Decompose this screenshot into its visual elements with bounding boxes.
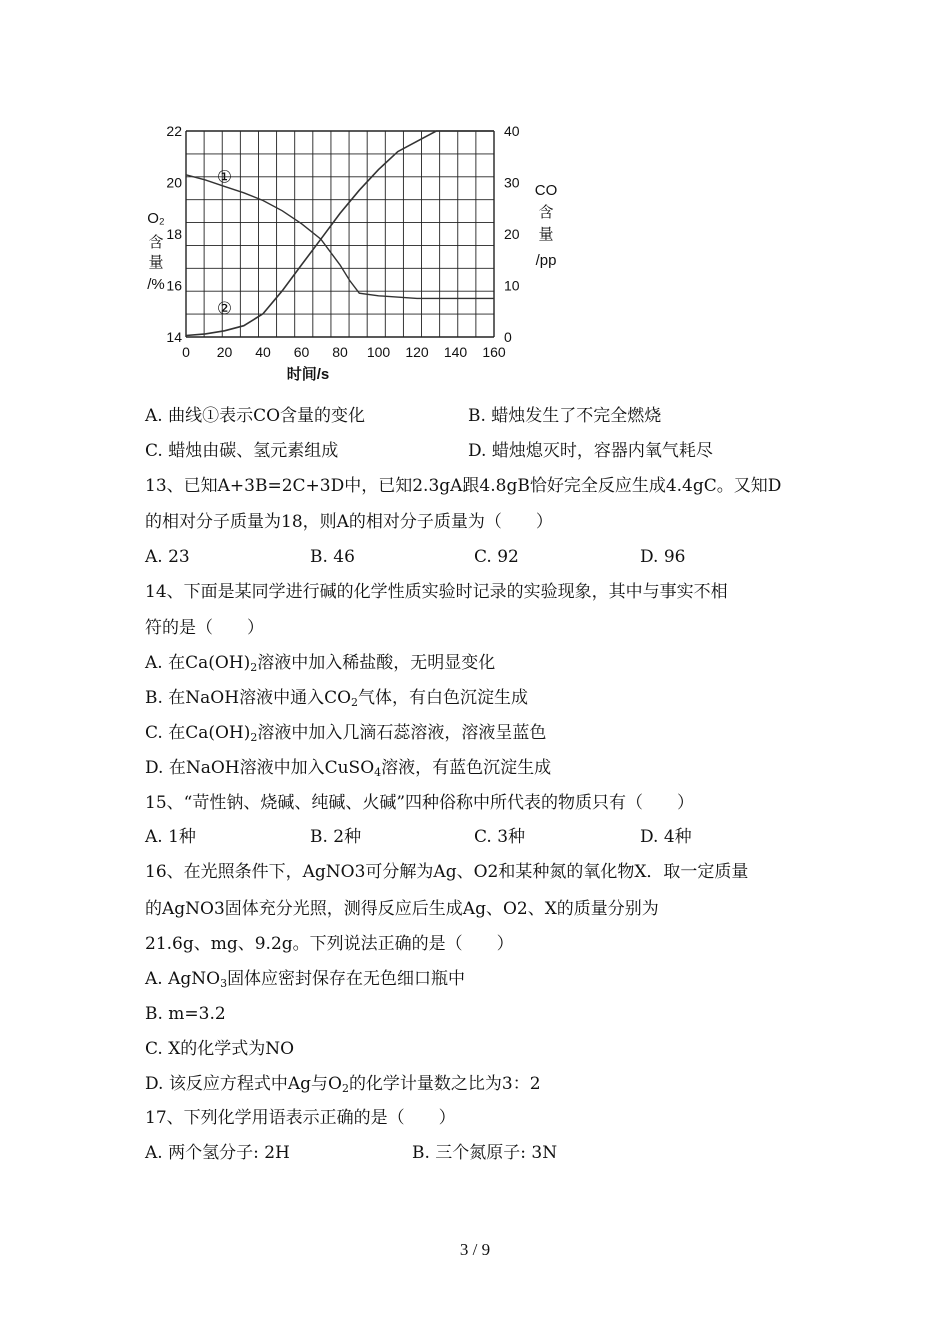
q15-option-a: A. 1种 [145, 827, 196, 847]
y-left-axis-label: 量 [148, 254, 164, 271]
q12-option-d: D. 蜡烛熄灭时，容器内氧气耗尽 [468, 441, 713, 461]
series-line-1 [186, 175, 494, 299]
curve-1-marker: ① [216, 167, 233, 187]
x-tick-label: 160 [482, 344, 506, 360]
x-axis-label: 时间/s [286, 366, 330, 383]
page-number: 3 / 9 [459, 1240, 491, 1259]
q14-option-c: C. 在$Ca(OH)_2$溶液中加入几滴石蕊溶液，溶液呈蓝色 [145, 723, 547, 744]
q15-option-d: D. 4种 [640, 827, 692, 847]
y-left-tick-label: 20 [166, 174, 182, 191]
x-tick-label: 60 [293, 344, 310, 360]
q16-stem-line-2: 的AgNO3固体充分光照，测得反应后生成Ag、O2、X的质量分别为 [145, 899, 659, 919]
y-left-tick-label: 18 [166, 226, 182, 242]
y-right-axis-label: 量 [538, 226, 554, 243]
q16-stem-line-1: 16、在光照条件下，AgNO3可分解为Ag、O2和某种氮的氧化物X．取一定质量 [145, 862, 749, 882]
y-right-axis-label: CO [534, 182, 558, 199]
q16-stem-line-3: 21.6g、mg、9.2g。下列说法正确的是（ ） [145, 934, 514, 954]
q16-option-b: B. m=3.2 [145, 1004, 226, 1024]
q13-stem-line-2: 的相对分子质量为18，则A的相对分子质量为（ ） [145, 512, 553, 532]
y-right-tick-label: 40 [504, 125, 520, 139]
x-tick-label: 120 [405, 344, 429, 360]
x-tick-label: 80 [332, 344, 348, 360]
q16-option-a: A. AgNO$_3$固体应密封保存在无色细口瓶中 [145, 969, 466, 990]
q17-option-a: A. 两个氢分子: 2H [145, 1143, 290, 1163]
y-left-axis-label: 含 [148, 234, 164, 251]
x-tick-label: 0 [182, 344, 190, 360]
q16-option-d: D. 该反应方程式中Ag与$O_2$的化学计量数之比为3：2 [145, 1074, 541, 1095]
q12-option-b: B. 蜡烛发生了不完全燃烧 [468, 406, 662, 426]
q15-stem: 15、“苛性钠、烧碱、纯碱、火碱”四种俗称中所代表的物质只有（ ） [145, 793, 695, 813]
q14-stem-line-1: 14、下面是某同学进行碱的化学性质实验时记录的实验现象，其中与事实不相 [145, 582, 728, 602]
x-tick-label: 20 [216, 344, 233, 360]
y-right-axis-label: /pp [535, 252, 557, 269]
q16-option-c: C. X的化学式为NO [145, 1039, 295, 1059]
q12-option-c: C. 蜡烛由碳、氢元素组成 [145, 441, 339, 461]
o2-co-content-chart [140, 125, 580, 390]
y-right-tick-label: 20 [504, 226, 520, 242]
q14-option-a: A. 在$Ca(OH)_2$溶液中加入稀盐酸，无明显变化 [145, 653, 496, 674]
q13-option-d: D. 96 [640, 547, 686, 567]
y-right-tick-label: 10 [504, 277, 520, 294]
y-left-axis-label: O₂ [147, 210, 165, 227]
q14-option-b: B. 在NaOH溶液中通入$CO_2$气体，有白色沉淀生成 [145, 688, 529, 709]
q13-option-a: A. 23 [145, 547, 190, 567]
q13-stem-line-1: 13、已知A+3B=2C+3D中，已知2.3gA跟4.8gB恰好完全反应生成4.4gC。又知D [145, 476, 782, 496]
q14-stem-line-2: 符的是（ ） [145, 618, 264, 638]
x-tick-label: 100 [366, 344, 391, 360]
q17-option-b: B. 三个氮原子: 3N [412, 1143, 558, 1163]
y-right-tick-label: 0 [504, 329, 512, 345]
y-right-axis-label: 含 [538, 204, 554, 221]
q15-option-c: C. 3种 [474, 827, 526, 847]
y-left-tick-label: 22 [166, 125, 182, 139]
series-line-2 [186, 131, 494, 336]
curve-2-marker: ② [216, 298, 233, 318]
x-tick-label: 140 [443, 344, 468, 360]
x-tick-label: 40 [255, 344, 271, 360]
q17-stem: 17、下列化学用语表示正确的是（ ） [145, 1108, 456, 1128]
q13-option-c: C. 92 [474, 547, 519, 567]
y-right-tick-label: 30 [504, 174, 520, 191]
y-left-tick-label: 14 [166, 329, 182, 345]
y-left-tick-label: 16 [166, 277, 182, 294]
q15-option-b: B. 2种 [310, 827, 362, 847]
q12-option-a: A. 曲线①表示CO含量的变化 [145, 406, 366, 426]
y-left-axis-label: /% [147, 276, 165, 293]
q14-option-d: D. 在NaOH溶液中加入CuSO$_4$溶液，有蓝色沉淀生成 [145, 758, 552, 779]
q13-option-b: B. 46 [310, 547, 355, 567]
